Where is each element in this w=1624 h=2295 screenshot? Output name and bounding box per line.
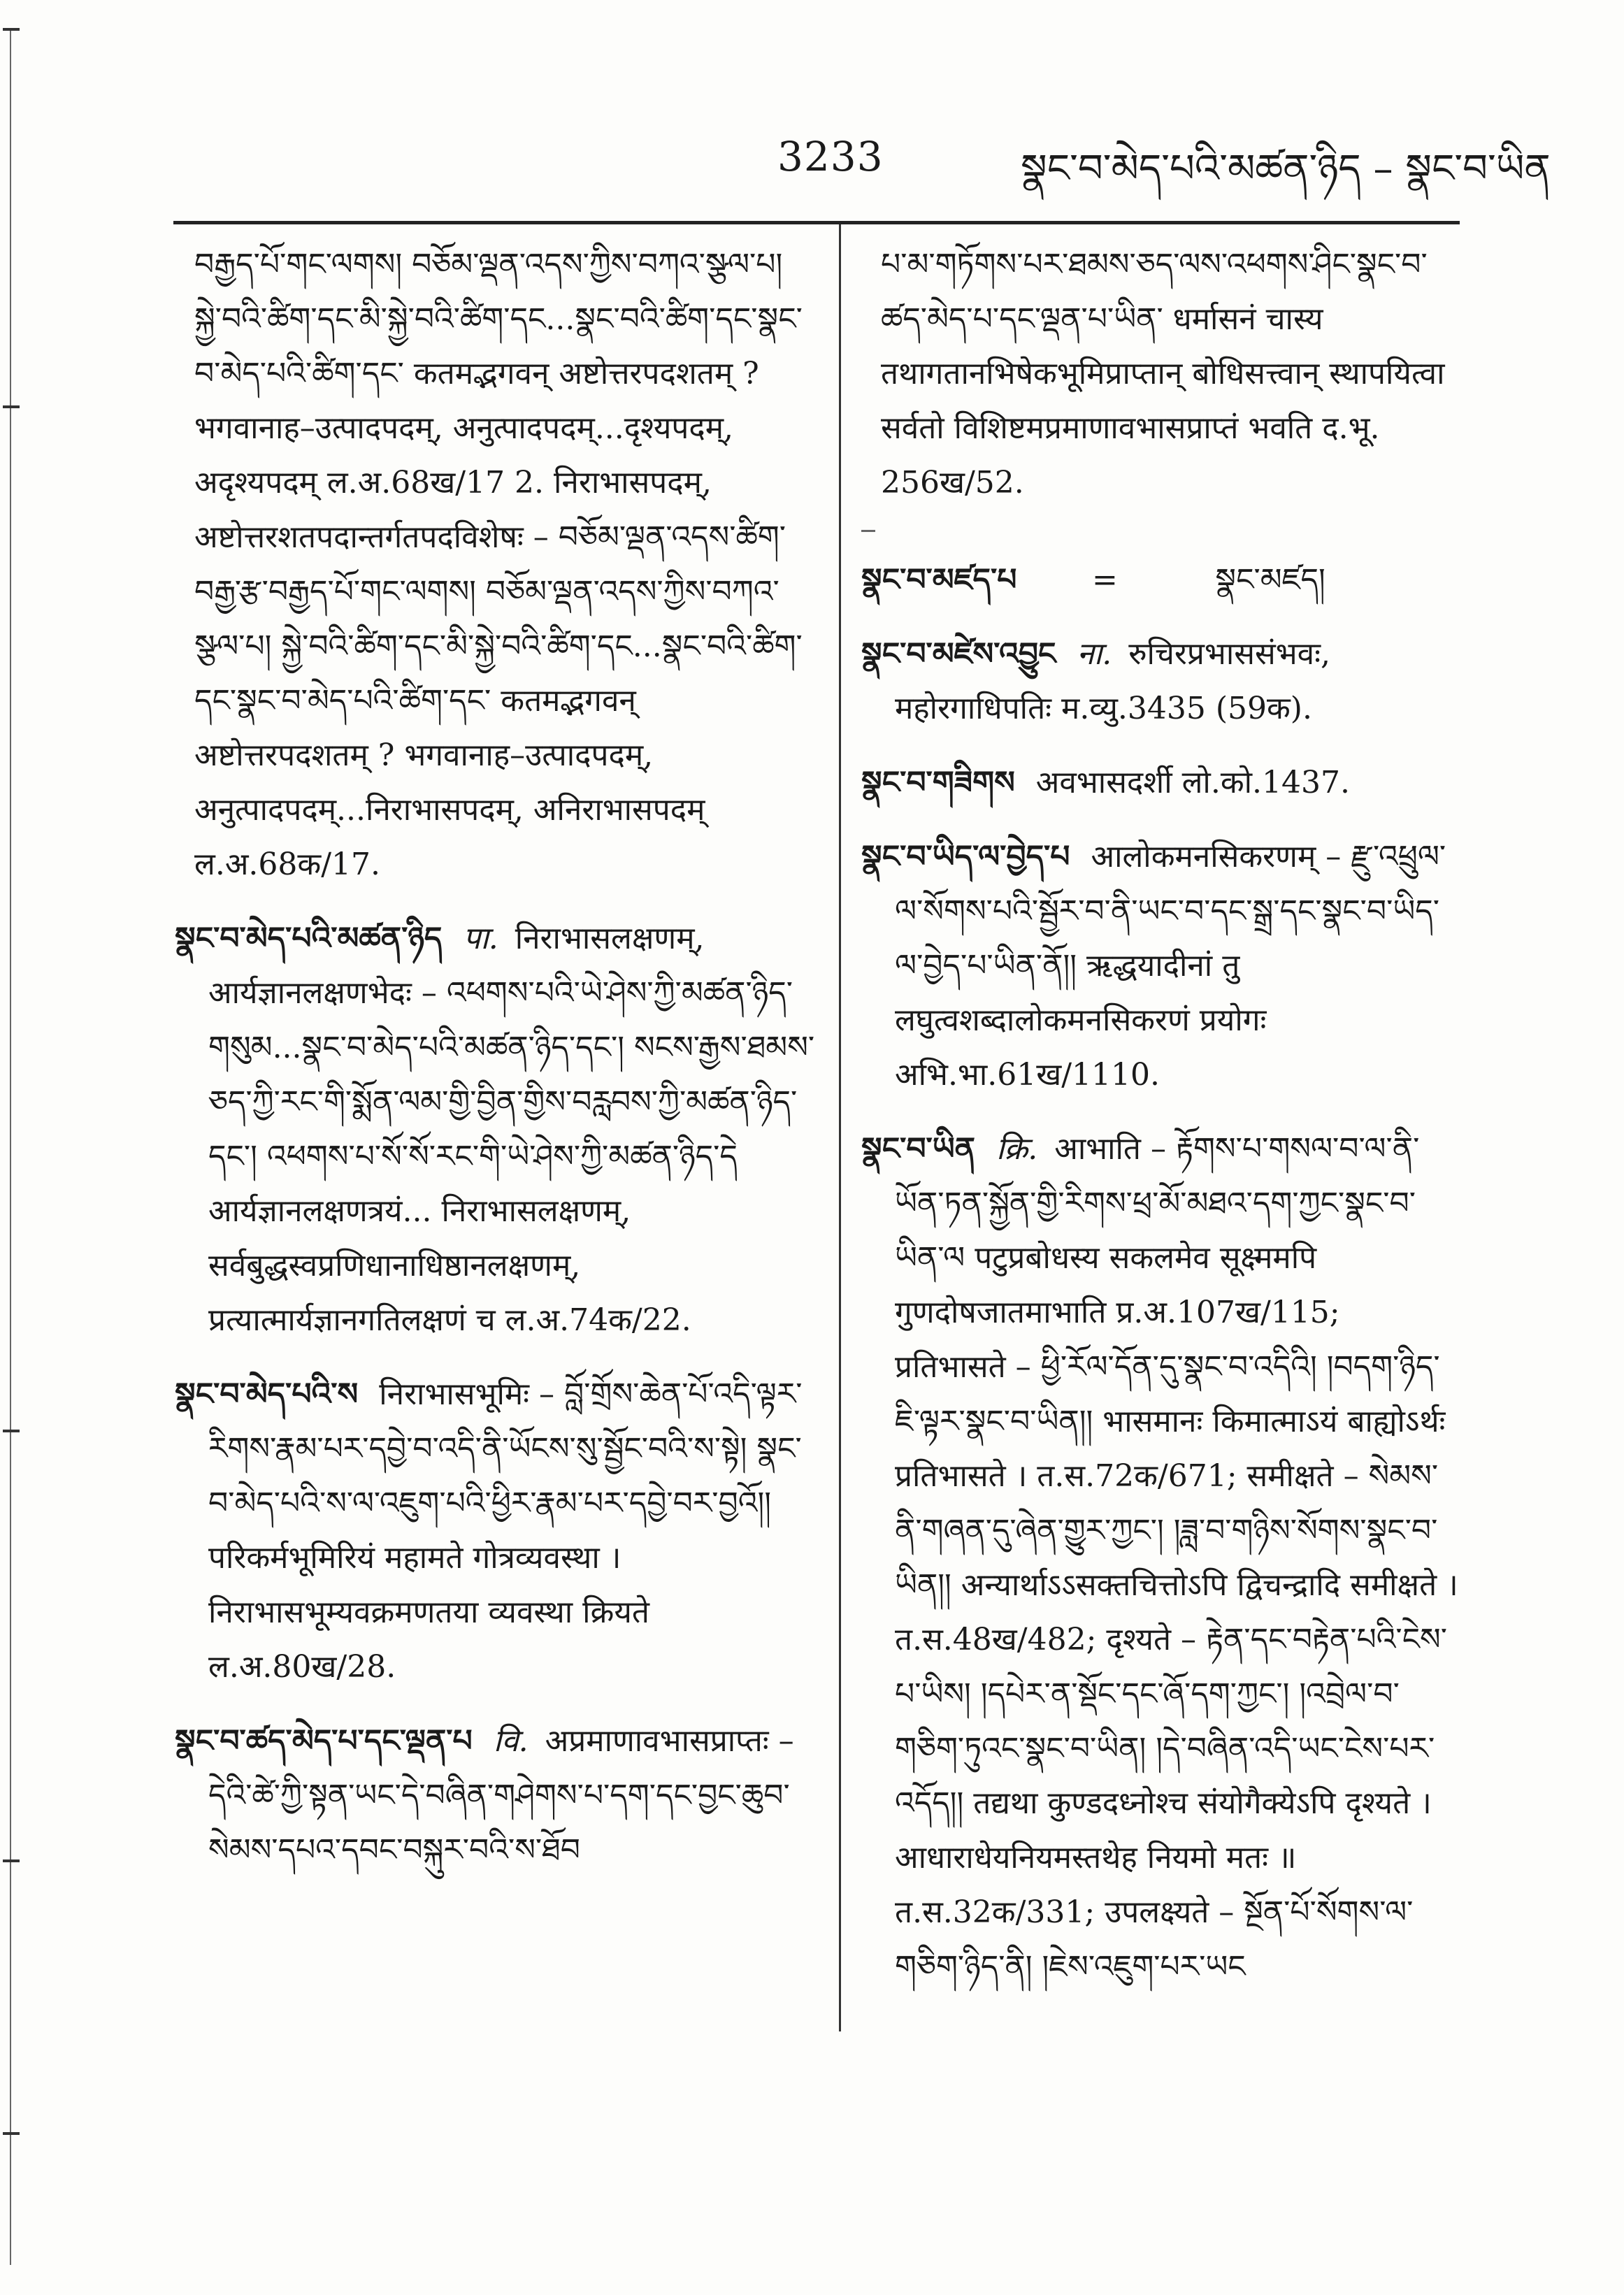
dictionary-entry: [175, 1714, 818, 1878]
entry-headword: སྣང་བ་ཡིད་ལ་བྱེད་པ: [861, 839, 1070, 875]
dictionary-entry: [175, 912, 818, 1348]
entry-body: अवभासदर्शी लो.को.1437.: [1035, 765, 1350, 800]
entry-body: སྣང་མཛད།: [1215, 562, 1325, 598]
entry-headword: སྣང་བ་ཡིན: [861, 1131, 976, 1167]
entry-body: आभाति – རྟོགས་པ་གསལ་བ་ལ་ནི་ཡོན་ཏན་སྐྱོན་གྱི་རིགས་ཕྲ་མོ་མཐའ་དག་ཀྱང་སྣང་བ་ཡིན་ལ पटुप्रबोधस्य सकलमेव सूक्ष्ममपि गुणदोषजातमाभाति प्र.अ.107ख/115; प्रतिभासते – ཕྱི་རོལ་དོན་དུ་སྣང་བ་འདིའི། །བདག་ཉིད་ཇི་ལྟར་སྣང་བ་ཡིན།། भासमानः किमात्माऽयं बाह्योऽर्थः प्रतिभासते । त.स.72क/671; समीक्षते – སེམས་ནི་གཞན་དུ་ཞེན་གྱུར་ཀྱང༌། །ཟླ་བ་གཉིས་སོགས་སྣང་བ་ཡིན།། अन्यार्थाऽऽसक्तचित्तोऽपि द्विचन्द्रादि समीक्षते । त.स.48ख/482; दृश्यते – རྟེན་དང་བརྟེན་པའི་ངེས་པ་ཡིས། །དཔེར་ན་སྡོང་དང་ཞོ་དག་ཀྱང༌། །འབྲེལ་བ་གཅིག་ཏུའང་སྣང་བ་ཡིན། །དེ་བཞིན་འདི་ཡང་ངེས་པར་འདོད།། तद्यथा कुण्डदध्नोश्च संयोगैक्येऽपि दृश्यते । आधाराधेयनियमस्तथेह नियमो मतः ॥ त.स.32क/331; उपलक्ष्यते – སྔོན་པོ་སོགས་ལ་གཅིག་ཉིད་ནི། །ཇེས་འཇུག་པར་ཡང: [895, 1131, 1458, 1985]
entry-grammar-tag: वि.: [493, 1723, 529, 1759]
right-column: [861, 238, 1460, 2014]
entry-headword: སྣང་བ་མཛེས་འབྱུང: [861, 636, 1056, 672]
entry-grammar-tag: क्रि.: [996, 1131, 1038, 1167]
edge-tick: [3, 2132, 20, 2135]
entry-grammar-tag: ना.: [1077, 636, 1112, 672]
left-column: [175, 238, 818, 1897]
dictionary-entry: [175, 1367, 818, 1695]
running-head: སྣང་བ་མེད་པའི་མཚན་ཉིད – སྣང་བ་ཡིན: [1021, 146, 1551, 192]
dictionary-entry: [861, 756, 1460, 810]
dictionary-entry: [861, 627, 1460, 736]
entry-continuation: པ་མ་གཏོགས་པར་ཐམས་ཅད་ལས་འཕགས་ཤིང་སྣང་བ་ཚད་མེད་པ་དང་ལྡན་པ་ཡིན་ धर्मासनं चास्य तथागतानभिषेकभूमिप्राप्तान् बोधिसत्त्वान् स्थापयित्वा सर्वतो विशिष्टमप्रमाणावभासप्राप्तं भवति द.भू. 256ख/52.: [881, 247, 1445, 501]
dictionary-entry: [861, 1122, 1460, 1994]
entry-continuation: བརྒྱད་པོ་གང་ལགས། བཅོམ་ལྡན་འདས་ཀྱིས་བཀའ་སྩལ་པ། སྐྱེ་བའི་ཚིག་དང་མི་སྐྱེ་བའི་ཚིག་དང...སྣང་བའི་ཚིག་དང་སྣང་བ་མེད་པའི་ཚིག་དང་ कतमद्भगवन् अष्टोत्तरपदशतम् ? भगवानाह–उत्पादपदम्, अनुत्पादपदम्...दृश्यपदम्, अदृश्यपदम् ल.अ.68ख/17 2. निराभासपदम्, अष्टोत्तरशतपदान्तर्गतपदविशेषः – བཅོམ་ལྡན་འདས་ཚིག་བརྒྱ་རྩ་བརྒྱད་པོ་གང་ལགས། བཅོམ་ལྡན་འདས་ཀྱིས་བཀའ་སྩལ་པ། སྐྱེ་བའི་ཚིག་དང་མི་སྐྱེ་བའི་ཚིག་དང...སྣང་བའི་ཚིག་དང་སྣང་བ་མེད་པའི་ཚིག་དང་ कतमद्भगवन् अष्टोत्तरपदशतम् ? भगवानाह–उत्पादपदम्, अनुत्पादपदम्...निराभासपदम्, अनिराभासपदम् ल.अ.68क/17.: [194, 247, 803, 882]
edge-rule: [10, 28, 11, 2265]
entry-divider: [861, 530, 875, 532]
entry-body: रुचिरप्रभाससंभवः, महोरगाधिपतिः म.व्यु.3435 (59क).: [895, 636, 1331, 726]
entry-headword: སྣང་བ་གཟིགས: [861, 765, 1015, 800]
entry-headword: སྣང་བ་མེད་པའི་མཚན་ཉིད: [175, 921, 443, 956]
entry-headword: སྣང་བ་མཛད་པ: [861, 562, 1017, 598]
entry-headword: སྣང་བ་མེད་པའི་ས: [175, 1376, 359, 1412]
dictionary-entry: [861, 830, 1460, 1102]
column-divider: [839, 224, 841, 2031]
header-rule: [173, 221, 1460, 224]
edge-tick: [3, 1859, 20, 1862]
entry-body: आलोकमनसिकरणम् – རྫུ་འཕྲུལ་ལ་སོགས་པའི་སྦྱོར་བ་ནི་ཡང་བ་དང་སྒྲ་དང་སྣང་བ་ཡིད་ལ་བྱེད་པ་ཡིན་ནོ།། ऋद्धयादीनां तु लघुत्वशब्दालोकमनसिकरणं प्रयोगः अभि.भा.61ख/1110.: [895, 839, 1446, 1093]
edge-tick: [3, 28, 20, 31]
dictionary-entry: [861, 553, 1460, 607]
equals-sign: =: [1091, 562, 1118, 598]
entry-body: निराभासलक्षणम्, आर्यज्ञानलक्षणभेदः – འཕགས་པའི་ཡེ་ཤེས་ཀྱི་མཚན་ཉིད་གསུམ...སྣང་བ་མེད་པའི་མཚན་ཉིད་དང༌། སངས་རྒྱས་ཐམས་ཅད་ཀྱི་རང་གི་སྨོན་ལམ་གྱི་བྱིན་གྱིས་བརླབས་ཀྱི་མཚན་ཉིད་དང༌། འཕགས་པ་སོ་སོ་རང་གི་ཡེ་ཤེས་ཀྱི་མཚན་ཉིད་དེ आर्यज्ञानलक्षणत्रयं... निराभासलक्षणम्, सर्वबुद्धस्वप्रणिधानाधिष्ठानलक्षणम्, प्रत्यात्मार्यज्ञानगतिलक्षणं च ल.अ.74क/22.: [208, 921, 815, 1338]
entry-body: अप्रमाणावभासप्राप्तः – དེའི་ཚེ་ཀྱི་སྟན་ཡང་དེ་བཞིན་གཤེགས་པ་དག་དང་བྱང་ཆུབ་སེམས་དཔའ་དབང་བསྐུར་བའི་ས་ཐོབ: [208, 1723, 794, 1868]
page-number: 3233: [777, 133, 884, 180]
entry-grammar-tag: पा.: [463, 921, 498, 956]
edge-tick: [3, 1430, 20, 1432]
edge-tick: [3, 405, 20, 408]
entry-body: निराभासभूमिः – བློ་གྲོས་ཆེན་པོ་འདི་ལྟར་རིགས་རྣམ་པར་དབྱེ་བ་འདི་ནི་ཡོངས་སུ་སྦྱོང་བའི་ས་སྟེ། སྣང་བ་མེད་པའི་ས་ལ་འཇུག་པའི་ཕྱིར་རྣམ་པར་དབྱེ་བར་བྱའོ།། परिकर्मभूमिरियं महामते गोत्रव्यवस्था । निराभासभूम्यवक्रमणतया व्यवस्था क्रियते ल.अ.80ख/28.: [208, 1376, 803, 1685]
entry-headword: སྣང་བ་ཚད་མེད་པ་དང་ལྡན་པ: [175, 1723, 473, 1759]
page-edge: [0, 0, 28, 2295]
